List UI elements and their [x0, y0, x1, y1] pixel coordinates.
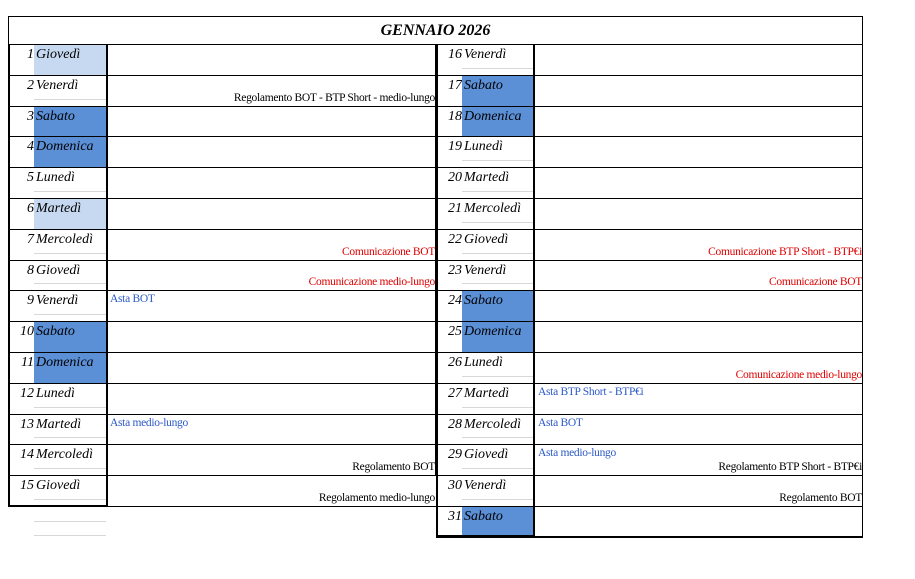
weekday-label: Sabato — [464, 77, 503, 93]
weekday-name — [34, 445, 106, 475]
calendar-row — [8, 476, 436, 507]
weekday-name — [34, 322, 106, 352]
day-number: 29 — [448, 447, 462, 463]
calendar-row — [436, 45, 863, 76]
cell-underline — [462, 283, 534, 284]
calendar-row — [436, 476, 863, 507]
calendar-row — [8, 199, 436, 230]
weekday-label: Martedì — [36, 416, 82, 432]
weekday-name — [462, 261, 534, 291]
calendar-row — [436, 415, 863, 446]
cell-underline — [462, 437, 534, 438]
cell-underline — [34, 99, 106, 100]
weekday-label: Martedì — [464, 170, 510, 186]
cell-underline — [34, 191, 106, 192]
event-cell — [106, 415, 436, 445]
event-cell — [106, 76, 436, 106]
event-settlement: Regolamento BOT — [779, 491, 862, 504]
calendar-row — [436, 291, 863, 322]
event-settlement: Regolamento BOT - BTP Short - medio-lungo — [233, 91, 435, 104]
day-number: 12 — [20, 385, 34, 401]
calendar-row — [436, 76, 863, 107]
calendar-row — [436, 199, 863, 230]
day-number: 20 — [448, 170, 462, 186]
event-cell — [534, 168, 863, 198]
calendar-row — [436, 107, 863, 138]
calendar-row — [436, 137, 863, 168]
weekday-name — [462, 291, 534, 321]
day-number: 28 — [448, 416, 462, 432]
event-cell — [534, 199, 863, 229]
event-settlement: Regolamento BOT — [352, 461, 435, 474]
cell-underline — [462, 222, 534, 223]
calendar-row — [436, 445, 863, 476]
event-settlement: Regolamento BTP Short - BTP€i — [718, 461, 862, 474]
cell-underline — [462, 68, 534, 69]
event-cell — [534, 230, 863, 260]
event-announcement: Comunicazione medio-lungo — [308, 276, 435, 289]
day-number: 22 — [448, 231, 462, 247]
weekday-label: Venerdì — [36, 77, 79, 93]
event-announcement: Comunicazione BOT — [769, 276, 862, 289]
cell-underline — [34, 314, 106, 315]
weekday-label: Venerdì — [464, 262, 507, 278]
event-cell — [534, 353, 863, 383]
event-cell — [106, 168, 436, 198]
event-cell — [534, 415, 863, 445]
weekday-name — [462, 230, 534, 260]
event-auction: Asta BOT — [538, 416, 583, 429]
event-cell — [534, 291, 863, 321]
weekday-label: Venerdì — [464, 478, 507, 494]
calendar-row — [8, 445, 436, 476]
weekday-label: Mercoledì — [36, 231, 94, 247]
calendar-row — [436, 168, 863, 199]
cell-underline — [34, 499, 106, 500]
event-auction: Asta BTP Short - BTP€i — [538, 385, 644, 398]
weekday-name — [462, 476, 534, 506]
weekday-label: Sabato — [36, 108, 75, 124]
day-number: 30 — [448, 478, 462, 494]
event-cell — [106, 384, 436, 414]
weekday-label: Sabato — [464, 293, 503, 309]
event-cell — [534, 107, 863, 137]
weekday-name — [462, 353, 534, 383]
cell-underline — [462, 191, 534, 192]
weekday-name — [462, 137, 534, 167]
weekday-label: Domenica — [464, 324, 522, 340]
calendar-column-right — [436, 45, 863, 538]
calendar-row — [8, 261, 436, 292]
weekday-name — [34, 76, 106, 106]
event-cell — [106, 137, 436, 167]
day-number: 25 — [448, 324, 462, 340]
event-announcement: Comunicazione BOT — [342, 245, 435, 258]
weekday-label: Domenica — [464, 108, 522, 124]
weekday-label: Lunedì — [464, 139, 503, 155]
event-cell — [106, 230, 436, 260]
empty-cell-stub — [34, 508, 106, 538]
weekday-label: Giovedì — [36, 47, 81, 62]
calendar-row — [8, 137, 436, 168]
weekday-name — [462, 507, 534, 537]
weekday-name — [462, 45, 534, 75]
weekday-label: Sabato — [464, 508, 503, 524]
weekday-label: Mercoledì — [464, 416, 522, 432]
weekday-name — [34, 168, 106, 198]
cell-underline — [462, 160, 534, 161]
event-cell — [106, 107, 436, 137]
day-number: 9 — [27, 293, 34, 309]
event-cell — [534, 384, 863, 414]
weekday-name — [462, 415, 534, 445]
weekday-name — [462, 76, 534, 106]
event-cell — [106, 476, 436, 506]
cell-underline — [462, 499, 534, 500]
weekday-name — [34, 199, 106, 229]
day-number: 26 — [448, 354, 462, 370]
weekday-label: Martedì — [36, 200, 82, 216]
event-cell — [106, 322, 436, 352]
day-number: 16 — [448, 47, 462, 62]
cell-underline — [462, 407, 534, 408]
calendar-row — [436, 230, 863, 261]
weekday-label: Domenica — [36, 139, 94, 155]
weekday-name — [34, 353, 106, 383]
day-number: 2 — [27, 77, 34, 93]
event-cell — [106, 291, 436, 321]
weekday-name — [462, 384, 534, 414]
page-title: GENNAIO 2026 — [8, 16, 863, 45]
weekday-label: Venerdì — [464, 47, 507, 62]
cell-underline — [34, 407, 106, 408]
weekday-name — [462, 199, 534, 229]
day-number: 14 — [20, 447, 34, 463]
weekday-label: Lunedì — [36, 385, 75, 401]
cell-underline — [34, 253, 106, 254]
event-cell — [534, 445, 863, 475]
day-number: 18 — [448, 108, 462, 124]
cell-underline — [462, 468, 534, 469]
day-number: 11 — [21, 354, 34, 370]
weekday-name — [34, 384, 106, 414]
cell-underline — [462, 376, 534, 377]
day-number: 10 — [20, 324, 34, 340]
event-cell — [106, 353, 436, 383]
calendar-row — [8, 76, 436, 107]
day-number: 23 — [448, 262, 462, 278]
calendar-row — [8, 291, 436, 322]
calendar-row — [8, 45, 436, 76]
weekday-label: Lunedì — [36, 170, 75, 186]
event-announcement: Comunicazione medio-lungo — [735, 368, 862, 381]
event-cell — [534, 507, 863, 537]
event-announcement: Comunicazione BTP Short - BTP€i — [708, 245, 862, 258]
event-cell — [534, 76, 863, 106]
day-number: 4 — [27, 139, 34, 155]
calendar-row — [436, 384, 863, 415]
calendar-row — [436, 261, 863, 292]
calendar-row — [8, 353, 436, 384]
day-number: 5 — [27, 170, 34, 186]
event-cell — [534, 261, 863, 291]
weekday-name — [462, 107, 534, 137]
calendar-row — [8, 415, 436, 446]
day-number: 21 — [448, 200, 462, 216]
event-settlement: Regolamento medio-lungo — [318, 491, 435, 504]
day-number: 19 — [448, 139, 462, 155]
weekday-name — [34, 107, 106, 137]
event-cell — [534, 45, 863, 75]
weekday-name — [34, 137, 106, 167]
calendar-row — [8, 168, 436, 199]
weekday-label: Martedì — [464, 385, 510, 401]
event-cell — [534, 476, 863, 506]
calendar-row — [8, 230, 436, 261]
weekday-name — [34, 230, 106, 260]
day-number: 13 — [20, 416, 34, 432]
weekday-name — [34, 415, 106, 445]
event-auction: Asta medio-lungo — [110, 416, 188, 429]
weekday-label: Giovedì — [464, 447, 509, 463]
event-cell — [106, 45, 436, 75]
day-number: 27 — [448, 385, 462, 401]
weekday-label: Giovedì — [36, 262, 81, 278]
weekday-label: Giovedì — [464, 231, 509, 247]
weekday-name — [34, 291, 106, 321]
day-number: 8 — [27, 262, 34, 278]
calendar-row — [8, 384, 436, 415]
calendar-column-left — [8, 45, 436, 507]
weekday-label: Giovedì — [36, 478, 81, 494]
day-number: 6 — [27, 200, 34, 216]
cell-underline — [34, 283, 106, 284]
day-number: 15 — [20, 478, 34, 494]
day-number: 24 — [448, 293, 462, 309]
calendar-row — [436, 322, 863, 353]
weekday-label: Domenica — [36, 354, 94, 370]
calendar-row — [8, 322, 436, 353]
weekday-label: Sabato — [36, 324, 75, 340]
day-number: 31 — [448, 508, 462, 524]
day-number: 1 — [27, 47, 34, 62]
cell-underline — [34, 468, 106, 469]
cell-underline — [462, 253, 534, 254]
cell-underline — [34, 437, 106, 438]
day-number: 3 — [27, 108, 34, 124]
weekday-label: Lunedì — [464, 354, 503, 370]
weekday-label: Mercoledì — [464, 200, 522, 216]
weekday-name — [34, 261, 106, 291]
calendar-row — [8, 107, 436, 138]
weekday-label: Venerdì — [36, 293, 79, 309]
weekday-name — [34, 45, 106, 75]
event-cell — [106, 445, 436, 475]
event-cell — [106, 199, 436, 229]
event-auction: Asta medio-lungo — [538, 447, 616, 460]
weekday-name — [462, 168, 534, 198]
event-cell — [534, 137, 863, 167]
weekday-name — [462, 322, 534, 352]
day-number: 7 — [27, 231, 34, 247]
day-number: 17 — [448, 77, 462, 93]
weekday-name — [462, 445, 534, 475]
calendar-row — [436, 353, 863, 384]
event-cell — [534, 322, 863, 352]
weekday-name — [34, 476, 106, 506]
event-auction: Asta BOT — [110, 293, 155, 306]
weekday-label: Mercoledì — [36, 447, 94, 463]
event-cell — [106, 261, 436, 291]
calendar-row — [436, 507, 863, 538]
